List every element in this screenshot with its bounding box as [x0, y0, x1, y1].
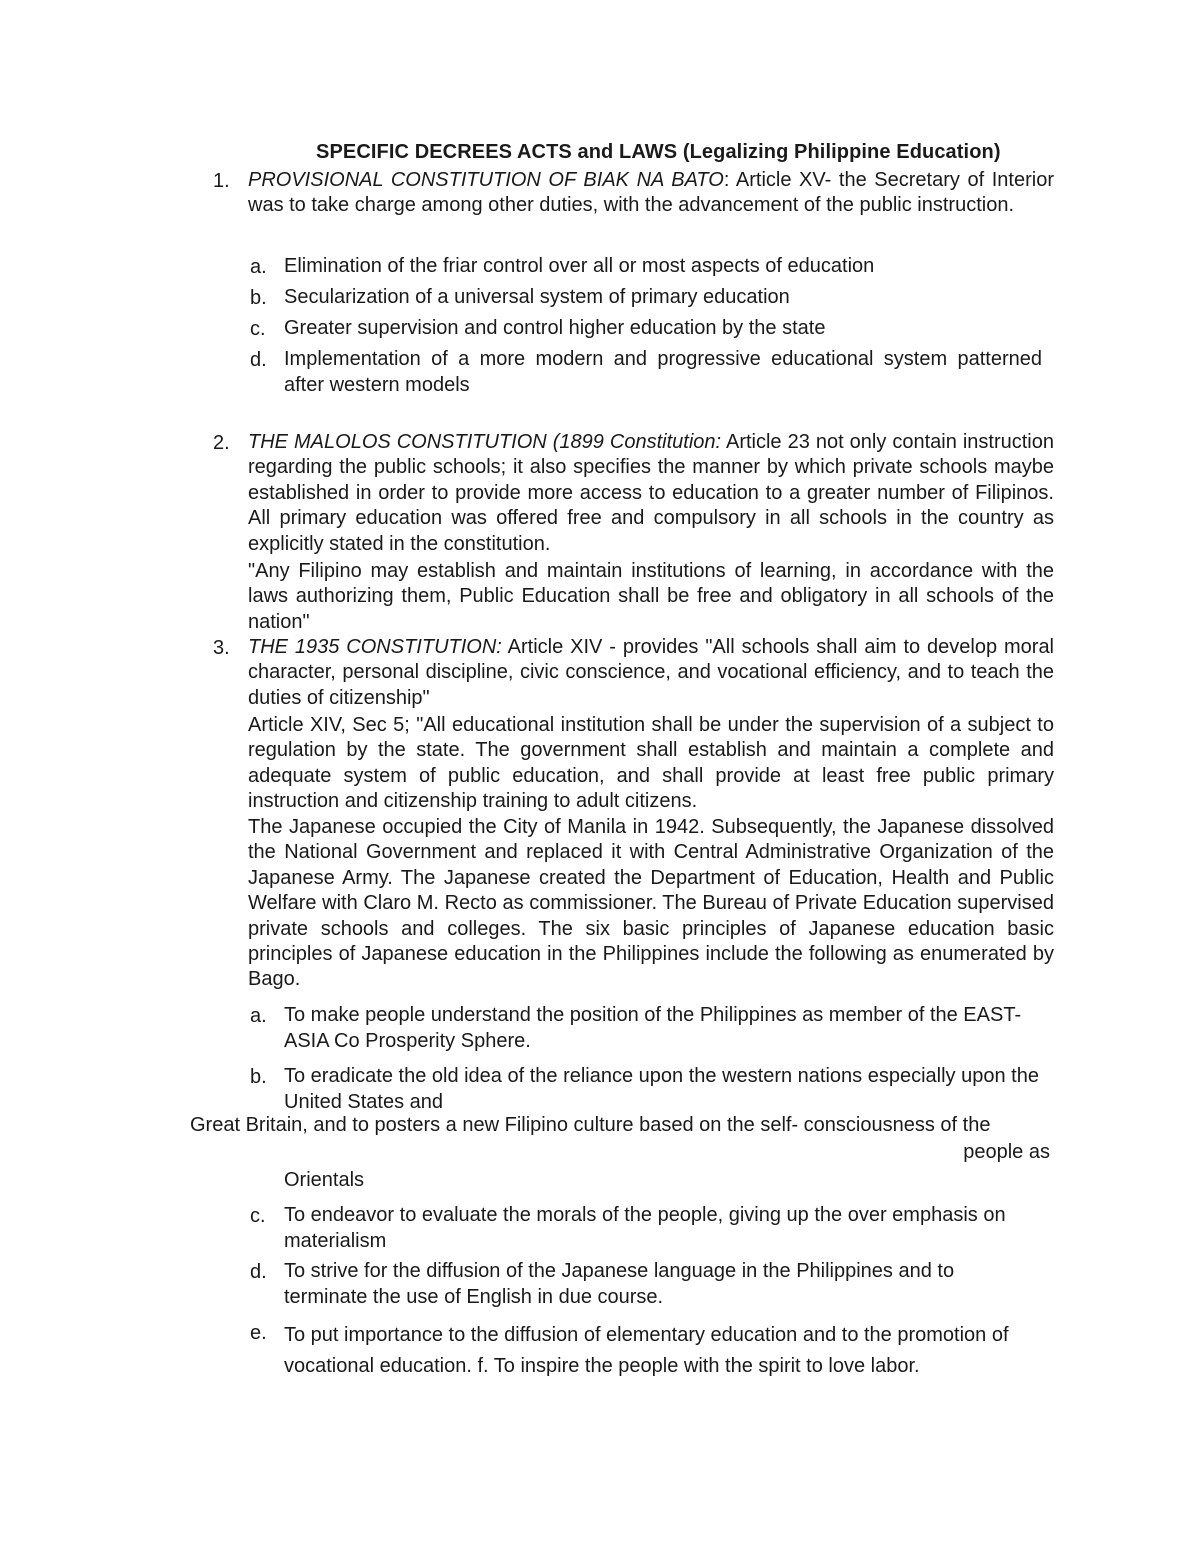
item-italic-lead: THE MALOLOS CONSTITUTION (1899 Constitution:: [248, 431, 722, 453]
subitem-text: To put importance to the diffusion of elementary education and to the promotion of vocational education. f. To inspire the people with the spirit to love labor.: [284, 1324, 1009, 1377]
subitem-text: Greater supervision and control higher education by the state: [284, 317, 826, 339]
subitem-letter: d.: [250, 349, 267, 371]
item-paragraph: Article XIV, Sec 5; "All educational institution shall be under the supervision of a subject to regulation by the state. The government shall establish and maintain a complete and adequate system of public education, and shall provide at least free public primary instruction and citizenship training to adult citizens.: [248, 714, 1054, 813]
item-number: 3.: [213, 637, 230, 659]
item-number: 2.: [213, 432, 230, 454]
subitem-text: To make people understand the position of the Philippines as member of the EAST-ASIA Co Prosperity Sphere.: [284, 1004, 1022, 1052]
subitem-letter: c.: [250, 1205, 266, 1227]
continuation-line: people as: [963, 1141, 1050, 1163]
subitem-letter: e.: [250, 1322, 267, 1344]
item-italic-lead: THE 1935 CONSTITUTION:: [248, 636, 502, 658]
item-body: Article 23 not only contain instruction regarding the public schools; it also specifies the manner by which private schools maybe established in order to provide more access to education to a greater number of Filipinos. All primary education was offered free and compulsory in all schools in the country as explicitly stated in the constitution.: [248, 431, 1055, 555]
item-quote: "Any Filipino may establish and maintain institutions of learning, in accordance with the laws authorizing them, Public Education shall be free and obligatory in all schools of the nation": [248, 560, 1054, 633]
item-body: Article XIV - provides "All schools shall aim to develop moral character, personal discipline, civic conscience, and vocational efficiency, and to teach the duties of citizenship": [248, 636, 1055, 709]
document-title: SPECIFIC DECREES ACTS and LAWS (Legalizing Philippine Education): [316, 141, 1001, 163]
item-text: [248, 430, 1054, 557]
subitem-letter: b.: [250, 1066, 267, 1088]
subitem-letter: b.: [250, 287, 267, 309]
subitem-text: Implementation of a more modern and progressive educational system patterned after western models: [284, 348, 1042, 396]
subitem-letter: d.: [250, 1261, 267, 1283]
item-text: [248, 635, 1054, 711]
subitem-text: Elimination of the friar control over all or most aspects of education: [284, 255, 875, 277]
item-paragraph: The Japanese occupied the City of Manila in 1942. Subsequently, the Japanese dissolved the National Government and replaced it with Central Administrative Organization of the Japanese Army. The Japanese created the Department of Education, Health and Public Welfare with Claro M. Recto as commissioner. The Bureau of Private Education supervised private schools and colleges. The six basic principles of Japanese education basic principles of Japanese education in the Philippines include the following as enumerated by Bago.: [248, 816, 1054, 991]
subitem-letter: c.: [250, 318, 266, 340]
subitem-text: Secularization of a universal system of primary education: [284, 286, 790, 308]
subitem-letter: a.: [250, 256, 267, 278]
continuation-line: Orientals: [284, 1169, 365, 1191]
item-text: [248, 168, 1054, 219]
subitem-text: To endeavor to evaluate the morals of the people, giving up the over emphasis on materialism: [284, 1204, 1006, 1252]
item-number: 1.: [213, 170, 230, 192]
subitem-text: To strive for the diffusion of the Japanese language in the Philippines and to terminate the use of English in due course.: [284, 1260, 955, 1308]
continuation-line: Great Britain, and to posters a new Filipino culture based on the self- consciousness of the: [190, 1114, 991, 1136]
subitem-letter: a.: [250, 1005, 267, 1027]
item-body: : Article XV- the Secretary of Interior was to take charge among other duties, with the advancement of the public instruction.: [248, 169, 1054, 217]
item-italic-lead: PROVISIONAL CONSTITUTION OF BIAK NA BATO: [248, 169, 724, 191]
subitem-text: To eradicate the old idea of the reliance upon the western nations especially upon the United States and: [284, 1065, 1039, 1113]
